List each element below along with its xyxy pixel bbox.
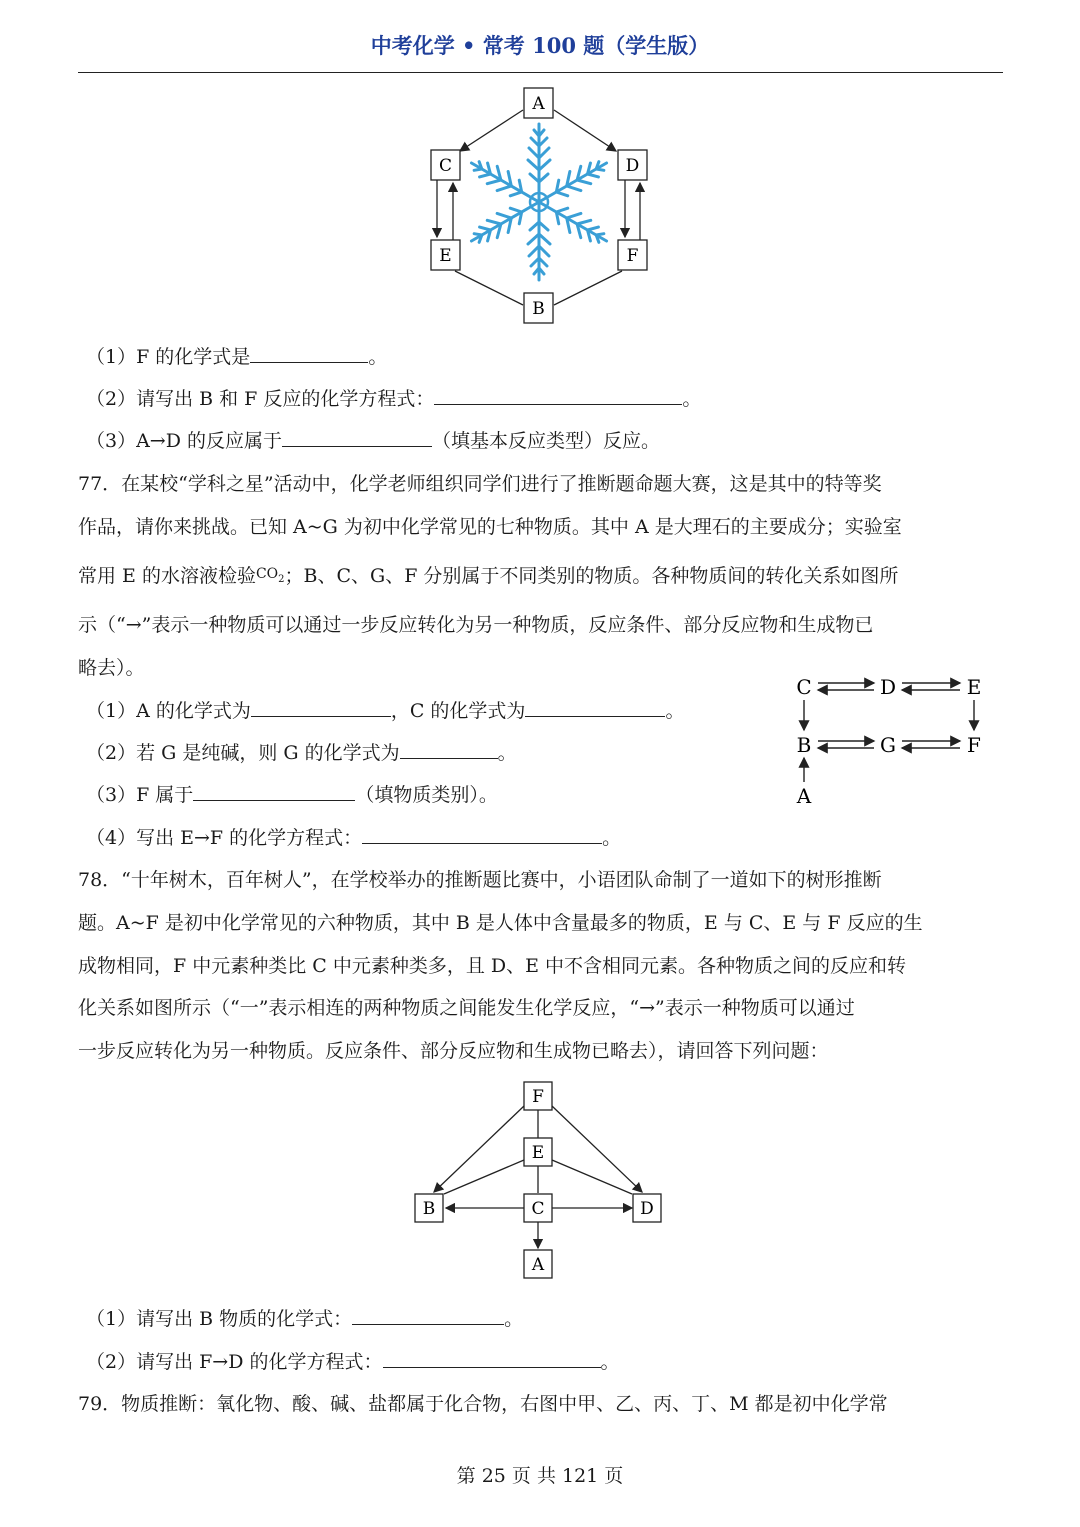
node-a: A [531, 1255, 545, 1275]
node-b: B [422, 1199, 436, 1219]
q78-tree-diagram [410, 1078, 670, 1283]
q77-part2: （2）若 G 是纯碱，则 G 的化学式为 。 [86, 738, 517, 765]
page-number: 第 25 页 共 121 页 [456, 1465, 624, 1487]
node-f: F [967, 733, 981, 757]
node-a: A [796, 784, 812, 808]
node-a: A [532, 94, 545, 114]
answer-blank[interactable] [282, 426, 432, 447]
node-b: B [796, 733, 812, 757]
answer-blank[interactable] [250, 342, 368, 363]
q78-stem-line1: 78．“十年树木，百年树人”，在学校举办的推断题比赛中，小语团队命制了一道如下的树形推断 [78, 869, 882, 891]
node-g: G [880, 733, 896, 757]
snowflake-hexagon-diagram [410, 85, 670, 330]
q77-stem-line4: 示（“→”表示一种物质可以通过一步反应转化为另一种物质，反应条件、部分反应物和生成物已 [78, 614, 874, 636]
q77-part1: （1）A 的化学式为 ，C 的化学式为 。 [86, 696, 684, 723]
q76-part2: （2）请写出 B 和 F 反应的化学方程式： 。 [86, 384, 701, 411]
edge-a-c [460, 110, 523, 151]
node-b: B [532, 299, 545, 319]
answer-blank[interactable] [383, 1347, 601, 1368]
answer-blank[interactable] [400, 738, 498, 759]
edge-f-b [554, 271, 622, 305]
snowflake-icon [466, 124, 612, 280]
node-e: E [531, 1143, 545, 1163]
node-d: D [879, 675, 897, 699]
answer-blank[interactable] [193, 780, 355, 801]
q77-part3: （3）F 属于 （填物质类别）。 [86, 780, 498, 807]
answer-blank[interactable] [352, 1304, 504, 1325]
q77-stem-line5: 略去）。 [78, 657, 145, 679]
answer-blank[interactable] [525, 696, 665, 717]
node-f: F [626, 246, 639, 266]
edge-a-d [554, 110, 616, 151]
node-c: C [531, 1199, 545, 1219]
co2-formula: CO2 [255, 566, 285, 585]
node-c: C [796, 675, 812, 699]
q77-stem-line2: 作品，请你来挑战。已知 A~G 为初中化学常见的七种物质。其中 A 是大理石的主要成分；实验室 [78, 516, 902, 538]
q76-part3: （3）A→D 的反应属于 （填基本反应类型）反应。 [86, 426, 660, 453]
q77-part4: （4）写出 E→F 的化学方程式： 。 [86, 823, 621, 850]
q78-part2: （2）请写出 F→D 的化学方程式： 。 [86, 1347, 620, 1374]
q78-stem-line4: 化关系如图所示（“一”表示相连的两种物质之间能发生化学反应，“→”表示一种物质可以通过 [78, 997, 855, 1019]
node-d: D [625, 156, 640, 176]
node-e: E [966, 675, 982, 699]
edge-e-d [552, 1160, 632, 1194]
edge-e-b [455, 271, 523, 305]
header-divider [78, 72, 1003, 73]
q78-stem-line3: 成物相同，F 中元素种类比 C 中元素种类多，且 D、E 中不含相同元素。各种物质之间的反应和转 [78, 955, 907, 977]
q77-stem-line1: 77．在某校“学科之星”活动中，化学老师组织同学们进行了推断题命题大赛，这是其中的特等奖 [78, 473, 882, 495]
answer-blank[interactable] [362, 823, 602, 844]
q79-stem-line1: 79．物质推断：氧化物、酸、碱、盐都属于化合物，右图中甲、乙、丙、丁、M 都是初中化学常 [78, 1393, 888, 1415]
page-header-title: 中考化学 • 常考 100 题（学生版） [370, 33, 710, 58]
q78-stem-line5: 一步反应转化为另一种物质。反应条件、部分反应物和生成物已略去），请回答下列问题： [78, 1040, 829, 1062]
answer-blank[interactable] [434, 384, 682, 405]
node-f: F [532, 1087, 544, 1107]
q77-conversion-diagram [790, 672, 990, 807]
q76-part1: （1）F 的化学式是 。 [86, 342, 387, 369]
q78-part1: （1）请写出 B 物质的化学式： 。 [86, 1304, 523, 1331]
answer-blank[interactable] [251, 696, 391, 717]
node-e: E [439, 246, 452, 266]
q77-stem-line3: 常用 E 的水溶液检验$^{CO_2}$；B、C、G、F 分别属于不同类别的物质。各种物质间的转化关系如图所 [78, 565, 899, 587]
q78-stem-line2: 题。A~F 是初中化学常见的六种物质，其中 B 是人体中含量最多的物质，E 与 C、E 与 F 反应的生 [78, 912, 923, 934]
node-c: C [438, 156, 453, 176]
edge-e-b [444, 1160, 524, 1194]
node-d: D [640, 1199, 654, 1219]
